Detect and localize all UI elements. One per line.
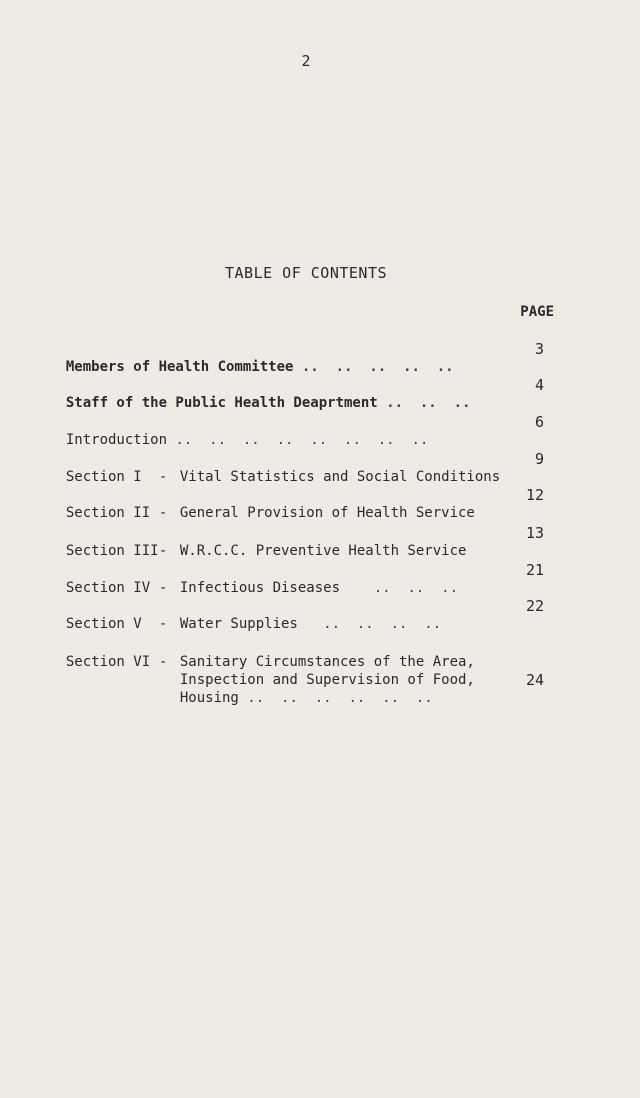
- toc-entry-dots: .. .. .. .. .. .. .. ..: [167, 432, 429, 448]
- section-title: General Provision of Health Service: [179, 505, 475, 521]
- section-title-line: Housing: [179, 690, 239, 706]
- toc-section: [49, 561, 458, 597]
- toc-entry-label: Members of Health Committee: [65, 359, 294, 375]
- section-page: 24: [525, 671, 544, 689]
- section-title-line: Inspection and Supervision of Food,: [179, 672, 475, 688]
- section-page: 13: [525, 524, 544, 542]
- page-number: 2: [301, 52, 311, 70]
- section-label: Section III: [65, 543, 159, 559]
- toc-section: [49, 524, 466, 560]
- section-label: Section I: [65, 469, 142, 485]
- toc-entry-dots: .. .. ..: [377, 395, 471, 411]
- section-dash: -: [158, 505, 168, 521]
- section-title: Water Supplies: [179, 616, 298, 632]
- section-title-line: Sanitary Circumstances of the Area,: [179, 654, 475, 670]
- section-dash: -: [158, 654, 168, 670]
- section-dash: -: [158, 616, 168, 632]
- section-label: Section VI: [65, 654, 151, 670]
- section-label: Section V: [65, 616, 142, 632]
- section-dash: -: [158, 580, 168, 596]
- section-label: Section IV: [65, 580, 151, 596]
- toc-entry-dots: .. .. .. .. ..: [293, 359, 454, 375]
- section-page: 12: [525, 486, 544, 504]
- section-page: 21: [525, 561, 544, 579]
- toc-title: TABLE OF CONTENTS: [224, 264, 388, 282]
- section-dash: -: [158, 469, 168, 485]
- section-dots: .. .. .. .. .. ..: [238, 690, 433, 706]
- toc-section: [49, 635, 475, 707]
- page-column-header: PAGE: [520, 304, 554, 320]
- toc-entry-page: 3: [534, 340, 544, 358]
- section-page: 9: [534, 450, 544, 468]
- section-title: Infectious Diseases: [179, 580, 341, 596]
- section-page: 22: [525, 597, 544, 615]
- section-title: Vital Statistics and Social Conditions: [179, 469, 501, 485]
- section-title: [180, 653, 475, 707]
- toc-entry: [49, 340, 454, 376]
- toc-entry-label: Staff of the Public Health Deaprtment: [65, 395, 378, 411]
- toc-section: [49, 450, 500, 486]
- toc-entry: [49, 413, 428, 449]
- toc-entry: [49, 376, 470, 412]
- section-label: Section II: [65, 505, 151, 521]
- toc-entry-page: 6: [534, 413, 544, 431]
- toc-section: [49, 597, 441, 633]
- section-dash: -: [158, 543, 168, 559]
- toc-entry-label: Introduction: [65, 432, 168, 448]
- toc-section: [49, 486, 475, 522]
- section-dots: .. .. .. ..: [297, 616, 442, 632]
- toc-entry-page: 4: [534, 376, 544, 394]
- section-title: W.R.C.C. Preventive Health Service: [179, 543, 467, 559]
- section-dots: .. .. ..: [340, 580, 459, 596]
